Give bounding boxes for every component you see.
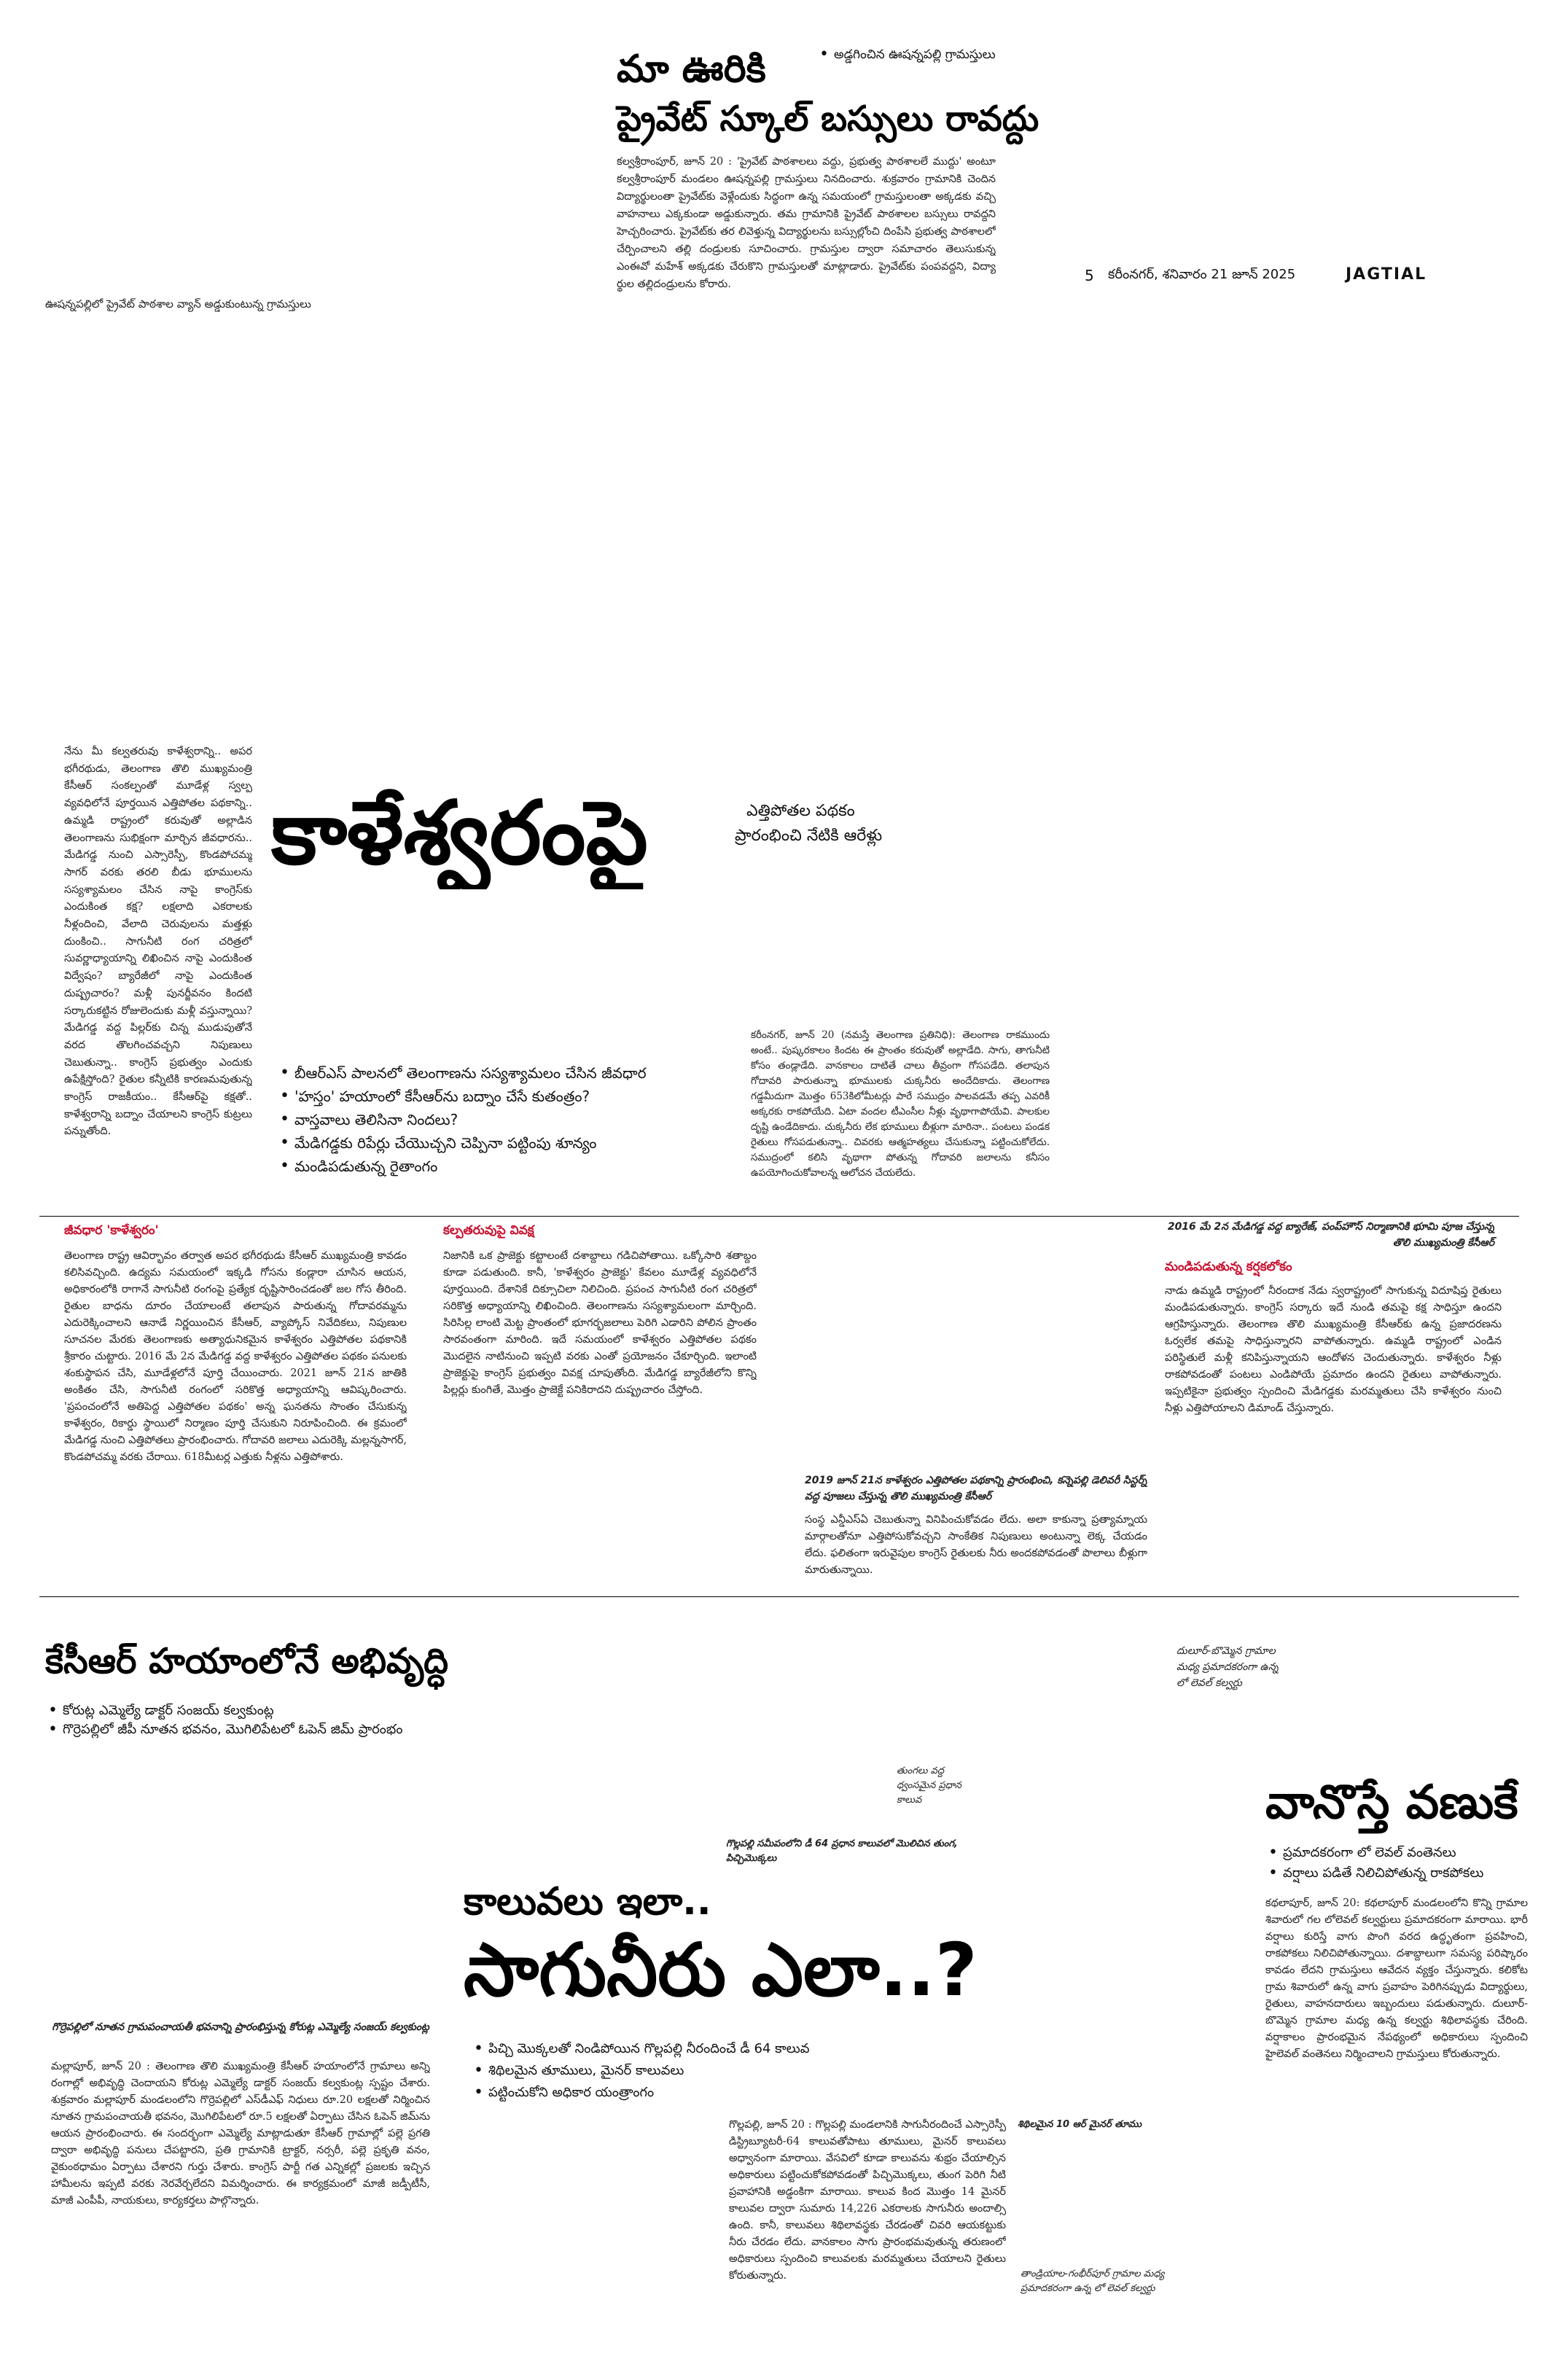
story5-headline-line1: కాలువలు ఇలా.. [464,1880,711,1924]
story5-photo2-caption: శిథిలమైన 10 ఆర్ మైనర్ తూము [1018,2119,1142,2130]
story2-bullet-2: • 'హస్తం' హయాంలో కేసీఆర్‌ను బద్నాం చేసే కుతంత్రం? [277,1085,744,1108]
story2-col4-head: మండిపడుతున్న కర్షకలోకం [1165,1260,1292,1274]
divider [39,1596,1519,1597]
story2-bullet-4: • మేడిగడ్డకు రిపేర్లు చేయొచ్చని చెప్పినా పట్టింపు శూన్యం [277,1131,744,1155]
story5-headline-line2: సాగునీరు ఎలా..? [464,1927,977,2013]
story4-body: కథలాపూర్, జూన్ 20: కథలాపూర్ మండలంలోని కొన్ని గ్రామాల శివారులో గల లోలెవల్ కల్వర్టులు ప్రమాదకరంగా మారాయి. భారీ వర్షాలు కురిస్తే వాగు పొంగి వరద ఉద్ధృతంగా ప్రవహించి, రాకపోకలు నిలిచిపోతున్నాయి. దశాబ్దాలుగా సమస్య పరిష్కారం కావడం లేదని గ్రామస్తులు ఆవేదన వ్యక్తం చేస్తున్నారు. కలికోట గ్రామ శివారులో ఉన్న వాగు ప్రవాహం పెరిగినప్పుడు విద్యార్థులు, రైతులు, వాహనదారులు ఇబ్బందులు పడుతున్నారు. దులూర్-బొమ్మెన గ్రామాల మధ్య ఉన్న కల్వర్టు శిథిలావస్థకు చేరింది. వర్షాకాలం ప్రారంభమైన నేపథ్యంలో అధికారులు స్పందించి హైలెవల్ వంతెనలు నిర్మించాలని గ్రామస్తులు కోరుతున్నారు. [1265,1897,1528,2060]
edition-name: JAGTIAL [1346,265,1427,284]
story5-bullet-1: • పిచ్చి మొక్కలతో నిండిపోయిన గొల్లపల్లి నీరందించే డీ 64 కాలువ [471,2038,967,2060]
story2-bullet-3: • వాస్తవాలు తెలిసినా నిందలు? [277,1108,744,1131]
story2-kcr-photo [271,889,729,1057]
story2-col4-text: నాడు ఉమ్మడి రాష్ట్రంలో నీరందాక నేడు స్వరాష్ట్రంలో సాగుకున్న విదూషిప్త రైతులు మండిపడుతున్నారు. కాంగ్రెస్ సర్కారు ఇదే నుండి తమపై కక్ష సాధిస్తూ ఉందని ఆగ్రహిస్తున్నారు. తెలంగాణ తొలి ముఖ్యమంత్రి కేసీఆర్‌కు ఉన్న ప్రజాదరణను ఓర్వలేక తమపై సాధిస్తున్నారని వాపోతున్నారు. ఉమ్మడి రాష్ట్రంలో ఎండిన పరిస్థితులే మళ్లీ కనిపిస్తున్నాయని ఆందోళన చెందుతున్నారు. కాళేశ్వరం నీళ్లు రాకపోవడంతో పంటలు ఎండిపోయే ప్రమాదం ఉందని రైతులు వాపోతున్నారు. ఇప్పటికైనా ప్రభుత్వం స్పందించి మేడిగడ్డకు మరమ్మతులు చేసి కాళేశ్వరం నుంచి నీళ్లు ఎత్తిపోయాలని డిమాండ్ చేస్తున్నారు. [1165,1285,1502,1414]
story2-sign-photo [1050,744,1521,1195]
story2-col1-text: తెలంగాణ రాష్ట్ర ఆవిర్భావం తర్వాత అపర భగీరథుడు కేసీఆర్ ముఖ్యమంత్రి కావడం కలిసివచ్చింది. ఉద్యమ సమయంలో ఇక్కడి గోసను కండ్లారా చూసిన ఆయన, అధికారంలోకి రాగానే సాగునీటి రంగంపై ప్రత్యేక దృష్టిసారించడంతో జల గోస తీరింది. రైతుల బాధను దూరం చేయాలంటే తలాపున పారుతున్న గోదావరమ్మను ఎదురెక్కించాలని ఆనాడే నిర్ణయించిన కేసీఆర్, వ్యాప్కోస్ నివేదికలు, నిపుణుల సూచనల మేరకు తెలంగాణకు అత్యాధునికమైన కాళేశ్వరం ఎత్తిపోతల పథకానికి శ్రీకారం చుట్టారు. 2016 మే 2న మేడిగడ్డ వద్ద కాళేశ్వరం ఎత్తిపోతల పథకం పనులకు శంకుస్థాపన చేసి, మూడేళ్లలోనే పూర్తి చేయించారు. 2021 జూన్ 21న జాతికి అంకితం చేసి, సాగునీటి రంగంలో సరికొత్త అధ్యాయాన్ని ఆవిష్కరించారు. 'ప్రపంచంలోనే అతిపెద్ద ఎత్తిపోతల పథకం' అన్న ఘనతను సొంతం చేసుకున్న కాళేశ్వరం, రికార్డు స్థాయిలో నిర్మాణం పూర్తి చేసుకుని నిరూపించింది. ఈ క్రమంలో మేడిగడ్డ నుంచి ఎత్తిపోతలు ప్రారంభించారు. గోదావరి జలాలు ఎదురెక్కి మల్లన్నసాగర్, కొండపోచమ్మ వరకు చేరాయి. 618మీటర్ల ఎత్తుకు నీళ్లను ఎత్తిపోశారు. [64,1250,407,1463]
story2-col3-caption: 2019 జూన్ 21న కాళేశ్వరం ఎత్తిపోతల పథకాన్ని ప్రారంభించి, కన్నెపల్లి డెలివరీ సిస్టర్న్ వద్ద పూజలు చేస్తున్న తొలి ముఖ్యమంత్రి కేసీఆర్ [805,1475,1147,1502]
story1-headline-line2: ప్రైవేట్ స్కూల్ బస్సులు రావద్దు [617,98,1039,139]
story4-headline: వానొస్తే వణుకే [1265,1776,1518,1830]
story3-photo-caption: గొర్రెపల్లిలో నూతన గ్రామపంచాయతీ భవనాన్ని ప్రారంభిస్తున్న కోరుట్ల ఎమ్మెల్యే సంజయ్ కల్వకుంట్ల [52,2021,429,2033]
story5-photo3-caption: తాండ్రియాల-గంభీర్‌పూర్ గ్రామాల మధ్య ప్రమాదకరంగా ఉన్న లో లెవల్ కల్వర్టు [1021,2268,1165,2294]
dateline: కరీంనగర్, శనివారం 21 జూన్ 2025 [1108,267,1296,282]
story1-photo [39,22,602,292]
story1-photo-caption: ఊషన్నపల్లిలో ప్రైవేట్ పాఠశాల వ్యాన్ అడ్డుకుంటున్న గ్రామస్తులు [45,297,311,311]
story4-photo-caption: దులూర్-బొమ్మెన గ్రామాల మధ్య ప్రమాదకరంగా ఉన్న లో లెవల్ కల్వర్టు [1176,1645,1279,1689]
story1-body: కల్వశ్రీరాంపూర్, జూన్ 20 : 'ప్రైవేట్ పాఠశాలలు వద్దు, ప్రభుత్వ పాఠశాలలే ముద్దు' అంటూ కల్వశ్రీరాంపూర్ మండలం ఊషన్నపల్లి గ్రామస్తులు నినదించారు. శుక్రవారం గ్రామానికి చెందిన విద్యార్థులంతా ప్రైవేట్‌కు వెళ్లేందుకు సిద్ధంగా ఉన్న సమయంలో గ్రామస్తులంతా అక్కడకు వచ్చి వాహనాలు ఎక్కకుండా అడ్డుకున్నారు. తమ గ్రామానికి ప్రైవేట్ పాఠశాలల బస్సులు రావద్దని హెచ్చరించారు. ప్రైవేట్‌కు తర లివెళ్తున్న విద్యార్థులను బస్సుల్లోంచి దింపేసి ప్రభుత్వ పాఠశాలలో చేర్పించాలని తల్లి దండ్రులకు సూచించారు. గ్రామస్తుల ద్వారా సమాచారం తెలుసుకున్న ఎంఈవో మహేశ్ అక్కడకు చేరుకొని గ్రామస్తులతో మాట్లాడారు. ప్రైవేట్‌కు పంపవద్దని, విద్యా ర్థుల తల్లిదండ్రులను కోరారు. [617,156,996,290]
story3-headline: కేసీఆర్ హయాంలోనే అభివృద్ధి [45,1641,449,1682]
story2-col4-caption: 2016 మే 2న మేడిగడ్డ వద్ద బ్యారేజ్, పంప్‌హౌస్ నిర్మాణానికి భూమి పూజ చేస్తున్న తొలి ముఖ్యమంత్రి కేసీఆర్ [1167,1221,1494,1249]
story2-lead-para: కరీంనగర్, జూన్ 20 (నమస్తే తెలంగాణ ప్రతినిధి): తెలంగాణ రాకముందు అంటే.. పుష్కరకాలం కిందట ఈ ప్రాంతం కరువుతో అల్లాడేది. సాగు, తాగునీటి కోసం తండ్లాడేది. వానకాలం దాటితే చాలు తీవ్రంగా గోసపడేది. తలాపున గోదావరి పారుతున్నా భూములకు చుక్కనీరు అందేదికాదు. తెలంగాణ గడ్డమీదుగా మొత్తం 653కిలోమీటర్లు పారే సముద్రం పాలవడమే తప్ప ఎవరికీ అక్కరకు రాకపోయేది. ఏటా వందల టీఎంసీల నీళ్లు వృథాగాపోయేవి. పాలకుల దృష్టి ఉండేదికాదు. చుక్కనీరు లేక భూములు బీళ్లుగా మారినా.. పంటలు పండక రైతులు గోసపడుతున్నా.. చివరకు ఆత్మహత్యలు చేసుకున్నా పట్టించుకోలేదు. సముద్రంలో కలిసి వృథాగా పోతున్న గోదావరి జలాలను కనీసం ఉపయోగించుకోవాలన్న ఆలోచన చేయలేదు. [751,1029,1050,1179]
divider [39,1216,1519,1217]
story5-side-caption: తుంగలు వద్ద ధ్వంసమైన ప్రధాన కాలువ [897,1766,961,1806]
story2-headline: కాళేశ్వరంపై [271,781,648,884]
story1-bullet: • అడ్డగించిన ఊషన్నపల్లి గ్రామస్తులు [816,45,1006,64]
story3-bullet-2: • గొర్రెపల్లిలో జీపీ నూతన భవనం, మొగిలిపేటలో ఓపెన్ జిమ్ ప్రారంభం [45,1720,453,1739]
page-number: 5 [1085,267,1094,284]
story5-bullet-3: • పట్టించుకోని అధికార యంత్రాంగం [471,2082,967,2104]
story3-body: మల్లాపూర్, జూన్ 20 : తెలంగాణ తొలి ముఖ్యమంత్రి కేసీఆర్ హయాంలోనే గ్రామాలు అన్ని రంగాల్లో అభివృద్ధి చెందాయని కోరుట్ల ఎమ్మెల్యే డాక్టర్ సంజయ్ కల్వకుంట్ల స్పష్టం చేశారు. శుక్రవారం మల్లాపూర్ మండలంలోని గొర్రెపల్లిలో ఎస్‌డీఎఫ్ నిధులు రూ.20 లక్షలతో నిర్మించిన నూతన గ్రామపంచాయతీ భవనం, మొగిలిపేటలో రూ.5 లక్షలతో ఏర్పాటు చేసిన ఓపెన్ జిమ్‌ను ఆయన ప్రారంభించారు. ఈ సందర్భంగా ఎమ్మెల్యే మాట్లాడుతూ కేసీఆర్ గ్రామాల్లో పల్లె ప్రగతి ద్వారా అభివృద్ధి పనులు చేపట్టారని, ప్రతి గ్రామానికి ట్రాక్టర్, నర్సరీ, పల్లె ప్రకృతి వనం, వైకుంఠధామం ఏర్పాటు చేశారని గుర్తు చేశారు. కాంగ్రెస్ పార్టీ గత ఎన్నికల్లో ప్రజలకు ఇచ్చిన హామీలను ఇప్పటి వరకు నెరవేర్చలేదని విమర్శించారు. ఈ కార్యక్రమంలో మాజీ జడ్పీటీసీ, మాజీ ఎంపీపీ, నాయకులు, కార్యకర్తలు పాల్గొన్నారు. [51,2061,430,2207]
story2-kicker-line2: ప్రారంభించి నేటికి ఆరేళ్లు [735,827,883,845]
story2-col3-photo [778,1232,1085,1465]
story3-bullet-1: • కోరుట్ల ఎమ్మెల్యే డాక్టర్ సంజయ్ కల్వకుంట్ల [45,1701,453,1720]
story2-col3-text: సంస్థ ఎన్డీఎస్‌ఏ చెబుతున్నా వినిపించుకోవడం లేదు. అలా కాకున్నా ప్రత్యామ్నాయ మార్గాలతోనూ ఎత్తిపోసుకోవచ్చని సాంకేతిక నిపుణులు అంటున్నా లెక్క చేయడం లేదు. ఫలితంగా ఇరువైపుల కాంగ్రెస్ రైతులకు నీరు అందకపోవడంతో పొలాలు బీళ్లుగా మారుతున్నాయి. [805,1514,1147,1576]
story2-col2-text: నిజానికి ఒక ప్రాజెక్టు కట్టాలంటే దశాబ్దాలు గడిచిపోతాయి. ఒక్కోసారి శతాబ్దం కూడా పడుతుంది. కానీ, 'కాళేశ్వరం ప్రాజెక్టు' కేవలం మూడేళ్ల వ్యవధిలోనే పూర్తయింది. దేశానికే దిక్సూచిలా నిలిచింది. ప్రపంచ సాగునీటి రంగ చరిత్రలో సరికొత్త అధ్యాయాన్ని లిఖించింది. తెలంగాణను సస్యశ్యామలంగా మార్చింది. సిరిసిల్ల లాంటి మెట్ట ప్రాంతంలో భూగర్భజలాలు పెరిగి ఎడారిని పోలిన ప్రాంతం సారవంతంగా మారింది. ఇదే సమయంలో కాళేశ్వరం ఎత్తిపోతల పథకం మొదలైన నాటినుంచి ఇప్పటి వరకు ఎంతో ప్రయోజనం చేకూర్చింది. ఇలాంటి ప్రాజెక్టుపై కాంగ్రెస్ ప్రభుత్వం వివక్ష చూపుతోంది. మేడిగడ్డ బ్యారేజీలోని కొన్ని పిల్లర్లు కుంగితే, మొత్తం ప్రాజెక్టే పనికిరాదని దుష్ప్రచారం చేస్తోంది. [443,1250,757,1396]
story2-bullet-1: • బీఆర్‌ఎస్ పాలనలో తెలంగాణను సస్యశ్యామలం చేసిన జీవధార [277,1061,744,1085]
story2-sidebar-text: నేను మీ కల్వతరువు కాళేశ్వరాన్ని.. అపర భగీరథుడు, తెలంగాణ తొలి ముఖ్యమంత్రి కేసీఆర్ సంకల్పంతో మూడేళ్ల స్వల్ప వ్యవధిలోనే పూర్తయిన ఎత్తిపోతల పథకాన్ని.. ఉమ్మడి రాష్ట్రంలో కరువుతో అల్లాడిన తెలంగాణను సుభిక్షంగా మార్చిన జీవధారను.. మేడిగడ్డ నుంచి ఎస్సారెస్పీ, కొండపోచమ్మ సాగర్ వరకు తరలి బీడు భూములను సస్యశ్యామలం చేసిన నాపై కాంగ్రెస్‌కు ఎందుకింత కక్ష? లక్షలాది ఎకరాలకు నీళ్లందించి, వేలాది చెరువులను మత్తళ్లు దుంకించి.. సాగునీటి రంగ చరిత్రలో సువర్ణాధ్యాయాన్ని లిఖించిన నాపై ఎందుకింత విద్వేషం? బ్యారేజీలో నాపై ఎందుకింత దుష్ప్రచారం? మళ్లీ పునర్జీవనం కిందటి సర్కారుకట్టిన రోజులెందుకు మళ్లీ వస్తున్నాయి? మేడిగడ్డ వద్ద పిల్లర్‌కు చిన్న ముడుపుతోనే వరద తొలగించవచ్చని నిపుణులు చెబుతున్నా.. కాంగ్రెస్ ప్రభుత్వం ఎందుకు ఉపేక్షిస్తోంది? రైతుల కన్నీటికి కారణమవుతున్న కాంగ్రెస్ రాజకీయం.. కేసీఆర్‌పై కక్షతో.. కాళేశ్వరాన్ని బద్నాం చేయాలని కాంగ్రెస్ కుట్రలు పన్నుతోంది. [64,746,252,1138]
story4-bullet-2: • వర్షాలు పడితే నిలిచిపోతున్న రాకపోకలు [1265,1863,1528,1884]
story3-bullets [45,1701,453,1739]
story4-bullets [1265,1843,1528,1884]
story2-col2-head: కల్పతరువుపై వివక్ష [443,1223,534,1238]
story5-top-caption: గొల్లపల్లి సమీపంలోని డీ 64 ప్రధాన కాలువలో మొలిచిన తుంగ, పిచ్చిమొక్కలు [726,1838,958,1864]
story5-bullets [471,2038,967,2104]
story3-photo [45,1764,424,2012]
story1-headline-line1: మా ఊరికి [617,47,766,91]
story5-bullet-2: • శిథిలమైన తూములు, మైనర్ కాలువలు [471,2060,967,2082]
story2-hero-photo [39,343,1519,729]
story2-col1-head: జీవధార 'కాళేశ్వరం' [64,1223,159,1238]
story2-kicker-line1: ఎత్తిపోతల పథకం [746,802,855,820]
story4-bullet-1: • ప్రమాదకరంగా లో లెవల్ వంతెనలు [1265,1843,1528,1863]
story4-photo-2 [1171,2161,1519,2362]
story5-photo-main [464,1677,872,1849]
story5-body: గొల్లపల్లి, జూన్ 20 : గొల్లపల్లి మండలానికి సాగునీరందించే ఎస్సారెస్పీ డిస్ట్రిబ్యూటరీ-64 కాలువతోపాటు తూములు, మైనర్ కాలువలు అధ్వానంగా మారాయి. వేసవిలో కూడా కాలువను శుభ్రం చేయాల్సిన అధికారులు పట్టించుకోకపోవడంతో పిచ్చిమొక్కలు, తుంగ పెరిగి నీటి ప్రవాహానికి అడ్డంకిగా మారాయి. కాలువ కింద మొత్తం 14 మైనర్ కాలువల ద్వారా సుమారు 14,226 ఎకరాలకు సాగునీరు అందాల్సి ఉంది. కానీ, కాలువలు శిథిలావస్థకు చేరడంతో చివరి ఆయకట్టుకు నీరు చేరడం లేదు. వానకాలం సాగు ప్రారంభమవుతున్న తరుణంలో అధికారులు స్పందించి కాలువలకు మరమ్మతులు చేయాలని రైతులు కోరుతున్నారు. [729,2119,1006,2282]
story2-bullets [277,1061,744,1178]
story1-bullets [816,45,1006,64]
story2-bullet-5: • మండిపడుతున్న రైతాంగం [277,1155,744,1178]
